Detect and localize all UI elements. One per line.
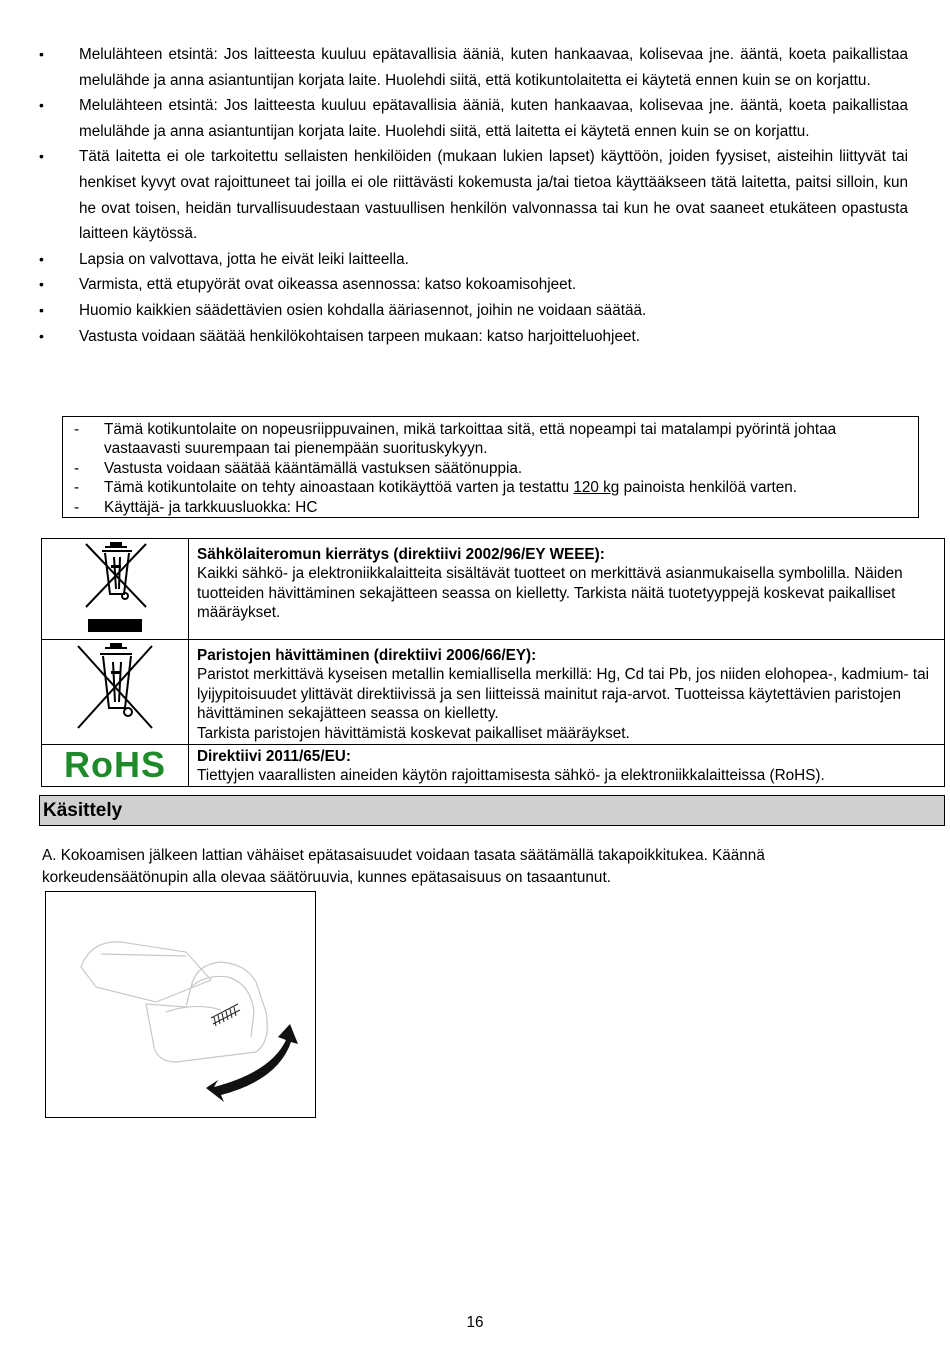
max-weight: 120 kg [573, 479, 620, 497]
rohs-title: Direktiivi 2011/65/EU: [197, 748, 351, 765]
bullet-item [38, 324, 908, 350]
dash-marker: - [74, 498, 80, 516]
adjustment-figure [45, 891, 316, 1118]
spec-text: Tämä kotikuntolaite on nopeusriippuvainen, mikä tarkoittaa sitä, että nopeampi tai matalampi pyörintä johtaa vastaavasti suurempaan tai pienempään suorituskykyyn. [104, 421, 837, 458]
spec-text: painoista henkilöä varten. [619, 479, 798, 497]
spec-line [74, 498, 908, 517]
battery-icon-cell [42, 640, 189, 745]
dash-marker: - [74, 459, 80, 477]
bullet-dot: • [39, 250, 44, 267]
spec-text: Vastusta voidaan säätää kääntämällä vastuksen säätönuppia. [104, 459, 523, 477]
bullet-item [38, 42, 908, 93]
bullet-dot: • [39, 148, 44, 165]
spec-line [74, 478, 908, 497]
table-row [42, 745, 945, 787]
bullet-item [38, 144, 908, 246]
table-row [42, 640, 945, 745]
bullet-text: Huomio kaikkien säädettävien osien kohdalla ääriasennot, joihin ne voidaan säätää. [79, 301, 647, 319]
rohs-text-cell [189, 745, 945, 787]
safety-bullet-list [38, 42, 908, 349]
spec-line [74, 420, 908, 459]
page-number: 16 [466, 1314, 484, 1331]
weee-title: Sähkölaiteromun kierrätys (direktiivi 2002/96/EY WEEE): [197, 546, 605, 563]
rohs-icon-cell [42, 745, 189, 787]
battery-text: Paristot merkittävä kyseisen metallin kemiallisella merkillä: Hg, Cd tai Pb, jos niiden elohopea-, kadmium- tai lyijypitoisuudet ylittävät direktiivissä ja sen liitteissä mainitut raja-arvot. Tuotteissa käytettävien paristojen hävittäminen sekajätteen seassa on kielletty. [197, 666, 929, 723]
bullet-dot: • [39, 327, 44, 344]
adjustment-paragraph: A. Kokoamisen jälkeen lattian vähäiset epätasaisuudet voidaan tasata säätämällä takapoikkitukea. Käännä korkeudensäätönupin alla olevaa säätöruuvia, kunnes epätasaisuus on tasaantunut. [42, 847, 765, 886]
crossed-bin-icon [42, 539, 188, 634]
bullet-item [38, 93, 908, 144]
bullet-text: Vastusta voidaan säätää henkilökohtaisen tarpeen mukaan: katso harjoitteluohjeet. [79, 327, 640, 345]
section-title: Käsittely [39, 795, 945, 826]
battery-text-cell [189, 640, 945, 745]
weee-icon-cell [42, 539, 189, 640]
weee-text-cell [189, 539, 945, 640]
battery-text-local: Tarkista paristojen hävittämistä koskevat paikalliset määräykset. [197, 724, 630, 742]
bullet-item [38, 247, 908, 273]
dash-marker: - [74, 421, 80, 438]
rotate-adjustment-icon [46, 892, 315, 1117]
bullet-text: Varmista, että etupyörät ovat oikeassa asennossa: katso kokoamisohjeet. [79, 276, 577, 294]
bullet-item [38, 298, 908, 324]
bullet-dot: • [39, 301, 44, 318]
bullet-text: Lapsia on valvottava, jotta he eivät leiki laitteella. [79, 250, 409, 268]
spec-text: Käyttäjä- ja tarkkuusluokka: HC [104, 498, 318, 516]
bullet-dot: • [39, 46, 44, 62]
table-row [42, 539, 945, 640]
spec-text: Tämä kotikuntolaite on tehty ainoastaan kotikäyttöä varten ja testattu [104, 479, 574, 497]
rohs-logo: RoHS [64, 744, 166, 785]
spec-line [74, 459, 908, 478]
crossed-bin-icon [42, 640, 188, 739]
bullet-text: Melulähteen etsintä: Jos laitteesta kuuluu epätavallisia ääniä, kuten hankaavaa, kolisevaa jne. ääntä, koeta paikallistaa melulähde ja anna asiantuntijan korjata laite. Huolehdi siitä, että laitetta ei käytetä ennen kuin se on korjattu. [79, 97, 908, 140]
bullet-text: Melulähteen etsintä: Jos laitteesta kuuluu epätavallisia ääniä, kuten hankaavaa, kolisevaa jne. ääntä, koeta paikallistaa melulähde ja anna asiantuntijan korjata laite. Huolehdi siitä, että kotikuntolaitetta ei käytetä ennen kuin se on korjattu. [79, 46, 908, 89]
bullet-text: Tätä laitetta ei ole tarkoitettu sellaisten henkilöiden (mukaan lukien lapset) käyttöön, joiden fyysiset, aisteihin liittyvät tai henkiset kyvyt ovat rajoittuneet tai joilla ei ole riittävästi kokemusta ja/tai tietoa käyttääkseen tätä laitetta, paitsi silloin, kun he ovat toisen, heidän turvallisuudestaan vastuullisen henkilön valvonnassa tai kun he ovat saaneet etukäteen opastusta laitteen käytössä. [79, 148, 908, 243]
weee-text: Kaikki sähkö- ja elektroniikkalaitteita sisältävät tuotteet on merkittävä asianmukaisella symbolilla. Näiden tuotteiden hävittäminen sekajätteen seassa on kielletty. Tarkista näitä tuotetyyppejä koskevat paikalliset määräykset. [197, 565, 903, 622]
rohs-text: Tiettyjen vaarallisten aineiden käytön rajoittamisesta sähkö- ja elektroniikkalaitteissa (RoHS). [197, 767, 825, 785]
bullet-dot: • [39, 97, 44, 114]
battery-title: Paristojen hävittäminen (direktiivi 2006/66/EY): [197, 647, 537, 664]
dash-marker: - [74, 479, 80, 497]
bullet-item [38, 272, 908, 298]
spec-box [62, 416, 919, 518]
bullet-dot: • [39, 276, 44, 293]
disposal-table [41, 538, 945, 787]
